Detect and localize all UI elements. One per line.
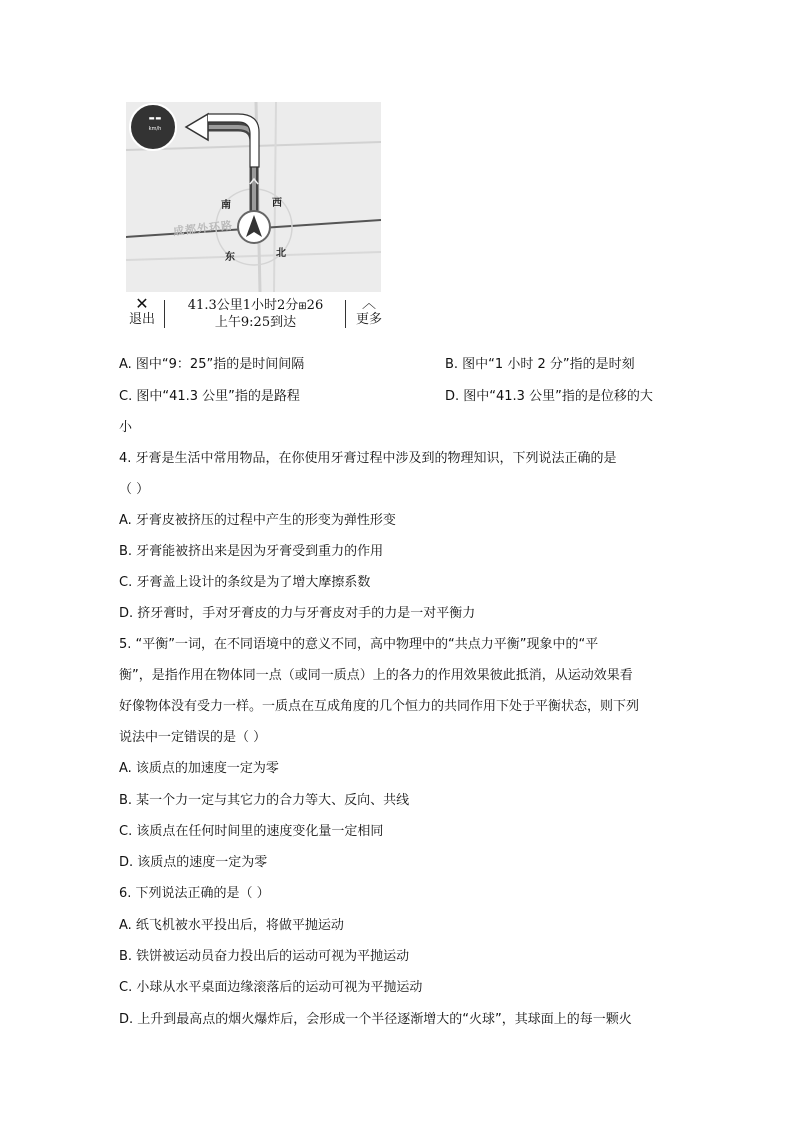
signal-value: 26	[306, 298, 324, 313]
q5-line-1: 5. “平衡”一词，在不同语境中的意义不同，高中物理中的“共点力平衡”现象中的“平	[119, 637, 599, 652]
q5-option-b: B. 某一个力一定与其它力的合力等大、反向、共线	[119, 793, 410, 808]
q5-option-a: A. 该质点的加速度一定为零	[119, 761, 279, 776]
q4-stem: 4. 牙膏是生活中常用物品，在你使用牙膏过程中涉及到的物理知识，下列说法正确的是	[119, 451, 617, 466]
q5-line-2: 衡”，是指作用在物体同一点（或同一质点）上的各力的作用效果彼此抵消，从运动效果看	[119, 668, 633, 683]
divider	[164, 300, 165, 328]
q4-bracket: （ ）	[119, 482, 150, 497]
q6-stem: 6. 下列说法正确的是（ ）	[119, 886, 270, 901]
exit-button[interactable]	[126, 296, 158, 328]
q3-option-c: C. 图中“41.3 公里”指的是路程	[119, 389, 300, 404]
speed-value: --	[148, 108, 162, 127]
dir-north: 北	[276, 248, 286, 259]
navigation-bar	[126, 296, 386, 334]
dir-west: 西	[272, 198, 282, 209]
dir-south: 南	[221, 200, 231, 211]
q4-option-b: B. 牙膏能被挤出来是因为牙膏受到重力的作用	[119, 544, 384, 559]
divider	[345, 300, 346, 328]
q5-option-c: C. 该质点在任何时间里的速度变化量一定相同	[119, 824, 384, 839]
q6-option-b: B. 铁饼被运动员奋力投出后的运动可视为平抛运动	[119, 949, 410, 964]
q4-option-a: A. 牙膏皮被挤压的过程中产生的形变为弹性形变	[119, 513, 396, 528]
distance-time: 41.3公里1小时2分	[187, 298, 299, 313]
more-label: 更多	[355, 312, 382, 327]
q4-option-d: D. 挤牙膏时，手对牙膏皮的力与牙膏皮对手的力是一对平衡力	[119, 606, 476, 621]
exit-label: 退出	[128, 312, 155, 327]
road-name: 成都外环路	[172, 218, 234, 239]
q4-option-c: C. 牙膏盖上设计的条纹是为了增大摩擦系数	[119, 575, 371, 590]
navigation-map	[126, 102, 381, 292]
speed-readout	[138, 110, 172, 132]
arrival-time: 上午9:25到达	[214, 315, 297, 330]
q6-option-d: D. 上升到最高点的烟火爆炸后，会形成一个半径逐渐增大的“火球”，其球面上的每一颗火	[119, 1012, 632, 1027]
dir-east: 东	[225, 252, 235, 263]
q3-option-d-cont: 小	[119, 420, 133, 435]
more-button[interactable]	[352, 296, 386, 328]
chevron-up-icon: ︿	[362, 296, 376, 312]
close-icon: ✕	[135, 294, 149, 313]
q6-option-a: A. 纸飞机被水平投出后，将做平抛运动	[119, 918, 344, 933]
speed-unit: km/h	[148, 126, 162, 132]
signal-icon: ⊞	[298, 301, 307, 312]
q3-option-a: A. 图中“9：25”指的是时间间隔	[119, 357, 305, 372]
route-summary	[168, 298, 343, 331]
q5-line-3: 好像物体没有受力一样。一质点在互成角度的几个恒力的共同作用下处于平衡状态，则下列	[119, 699, 640, 714]
q5-line-4: 说法中一定错误的是（ ）	[119, 730, 267, 745]
q6-option-c: C. 小球从水平桌面边缘滚落后的运动可视为平抛运动	[119, 980, 423, 995]
q3-option-b: B. 图中“1 小时 2 分”指的是时刻	[445, 357, 635, 372]
q3-option-d: D. 图中“41.3 公里”指的是位移的大	[445, 389, 653, 404]
q5-option-d: D. 该质点的速度一定为零	[119, 855, 268, 870]
